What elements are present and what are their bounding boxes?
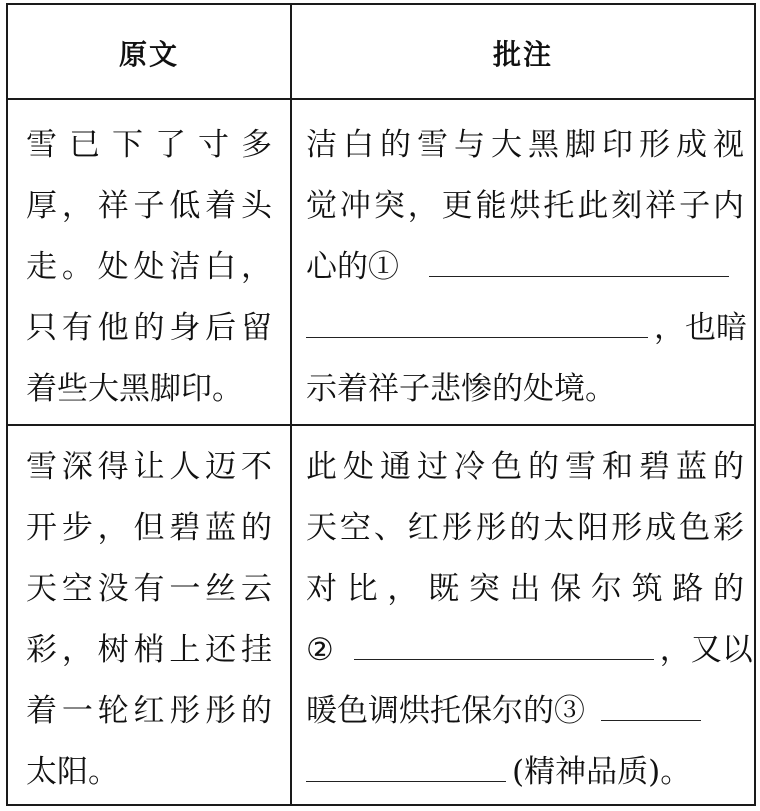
row2-original-line: 雪深得让人迈不 — [26, 449, 272, 485]
row1-annotation-cell — [306, 115, 747, 420]
row1-annotation-line: 示着祥子悲惨的处境。 — [306, 371, 616, 407]
blank-label-1: 心的① — [306, 249, 399, 285]
blank-label-3: 暖色调烘托保尔的③ — [306, 693, 585, 729]
annotation-table — [6, 3, 756, 806]
row2-original-line: 着一轮红彤彤的 — [26, 693, 272, 729]
answer-blank-3[interactable] — [601, 682, 701, 721]
row1-original-line: 着些大黑脚印。 — [26, 371, 243, 407]
row2-annotation-line: 对比，既突出保尔筑路的 — [306, 571, 744, 607]
answer-blank-2[interactable] — [354, 621, 654, 660]
row2-annotation-line: 此处通过冷色的雪和碧蓝的 — [306, 449, 744, 485]
row2-annotation-line — [306, 742, 744, 803]
row1-original-cell — [26, 115, 272, 420]
row1-annotation-text: ，也暗 — [654, 310, 747, 346]
row2-original-cell — [26, 437, 272, 803]
row1-original-line: 厚，祥子低着头 — [26, 188, 272, 224]
row1-original-line: 雪已下了寸多 — [26, 127, 272, 163]
row1-annotation-line — [306, 237, 744, 298]
blank-label-2: ② — [306, 632, 334, 668]
row2-original-line: 天空没有一丝云 — [26, 571, 272, 607]
header-annotation: 批注 — [492, 37, 553, 71]
row1-original-line: 走。处处洁白， — [26, 249, 272, 285]
row2-annotation-cell — [306, 437, 753, 803]
row2-original-line: 太阳。 — [26, 754, 119, 790]
row2-original-line: 开步，但碧蓝的 — [26, 510, 272, 546]
row2-annotation-text: ，又以 — [659, 632, 753, 668]
answer-blank-1[interactable] — [429, 238, 729, 277]
row1-annotation-line: 觉冲突，更能烘托此刻祥子内 — [306, 188, 744, 224]
answer-blank-3-continued[interactable] — [306, 743, 506, 782]
row1-original-line: 只有他的身后留 — [26, 310, 272, 346]
header-original: 原文 — [118, 37, 179, 71]
row2-annotation-line — [306, 620, 753, 681]
row2-annotation-line — [306, 681, 744, 742]
row2-original-line: 彩，树梢上还挂 — [26, 632, 272, 668]
row-divider — [8, 424, 754, 426]
row1-annotation-line — [306, 298, 747, 359]
column-divider — [290, 5, 292, 804]
row2-annotation-text: (精神品质)。 — [512, 754, 692, 790]
row2-annotation-line: 天空、红彤彤的太阳形成色彩 — [306, 510, 744, 546]
row1-annotation-line: 洁白的雪与大黑脚印形成视 — [306, 127, 744, 163]
answer-blank-1-continued[interactable] — [306, 299, 648, 338]
